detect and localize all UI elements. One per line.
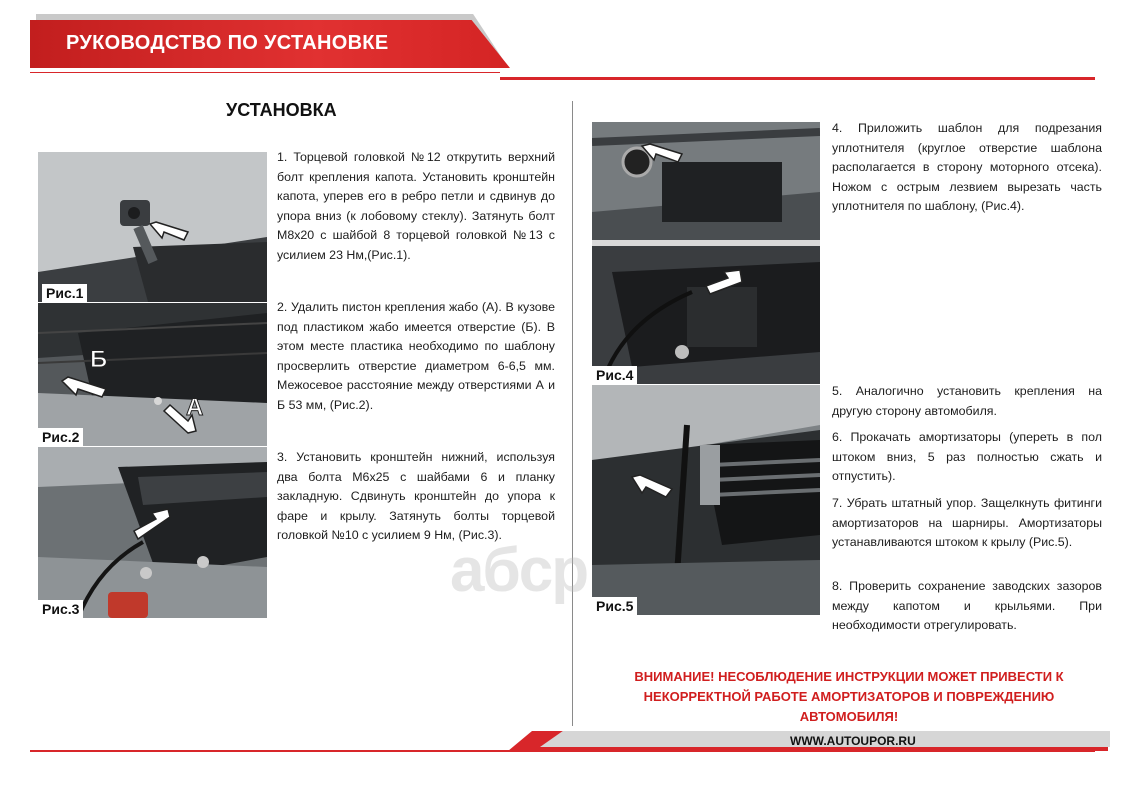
figure-4-label: Рис.4	[592, 366, 637, 384]
figure-3-photo	[38, 447, 267, 618]
figure-2-label: Рис.2	[38, 428, 83, 446]
step-2-text: 2. Удалить пистон крепления жабо (А). В кузове под пластиком жабо имеется отверстие (Б). В этом месте пластика необходимо по шаблону просверлить отверстие диаметром 6-6,5 мм. Межосевое расстояние между отверстиями А и Б 53 мм, (Рис.2).	[277, 300, 555, 412]
section-title: УСТАНОВКА	[226, 100, 337, 120]
column-divider	[572, 101, 573, 726]
page-title: РУКОВОДСТВО ПО УСТАНОВКЕ	[66, 32, 389, 54]
figure-2-photo	[38, 303, 267, 446]
figure-2-mark-a: А	[186, 394, 204, 421]
step-5-text: 5. Аналогично установить крепления на другую сторону автомобиля.	[832, 384, 1102, 418]
figure-1-label: Рис.1	[42, 284, 87, 302]
step-8-text: 8. Проверить сохранение заводских зазоров между капотом и крыльями. При необходимости отрегулировать.	[832, 579, 1102, 633]
step-4-text: 4. Приложить шаблон для подрезания уплотнителя (круглое отверстие шаблона располагается в сторону моторного отсека). Ножом с острым лезвием вырезать часть уплотнителя по шаблону, (Рис.4).	[832, 121, 1102, 214]
step-6-text: 6. Прокачать амортизаторы (упереть в пол штоком вниз, 5 раз полностью сжать и отпустить).	[832, 430, 1102, 484]
header-rule-thin	[30, 72, 500, 73]
step-3-text: 3. Установить кронштейн нижний, используя два болта М6х25 с шайбами 6 и планку закладную. Сдвинуть кронштейн до упора к фаре и крылу. Затянуть болты торцевой головкой №10 с усилием 9 Нм, (Рис.3).	[277, 450, 555, 543]
figure-5-photo	[592, 385, 820, 615]
figure-1-photo	[38, 152, 267, 302]
step-7-text: 7. Убрать штатный упор. Защелкнуть фитинги амортизаторов на шарниры. Амортизаторы устанавливаются штоком к крылу (Рис.5).	[832, 496, 1102, 550]
warning-text: ВНИМАНИЕ! НЕСОБЛЮДЕНИЕ ИНСТРУКЦИИ МОЖЕТ ПРИВЕСТИ К НЕКОРРЕКТНОЙ РАБОТЕ АМОРТИЗАТОРОВ И ПОВРЕЖДЕНИЮ АВТОМОБИЛЯ!	[634, 669, 1064, 724]
figure-5-label: Рис.5	[592, 597, 637, 615]
watermark-logo: aбcp	[450, 536, 588, 605]
step-1-text: 1. Торцевой головкой №12 открутить верхний болт крепления капота. Установить кронштейн капота, уперев его в ребро петли и сдвинув до упора вниз (к лобовому стеклу). Затянуть болт М8х20 с шайбой 8 торцевой головкой №13 с усилием 23 Нм,(Рис.1).	[277, 150, 555, 262]
figure-4-photo	[592, 122, 820, 384]
header-rule	[500, 77, 1095, 80]
figure-2-mark-b: Б	[90, 346, 108, 373]
footer-url: WWW.AUTOUPOR.RU	[790, 734, 916, 748]
figure-3-label: Рис.3	[38, 600, 83, 618]
footer-rule	[30, 750, 1095, 752]
